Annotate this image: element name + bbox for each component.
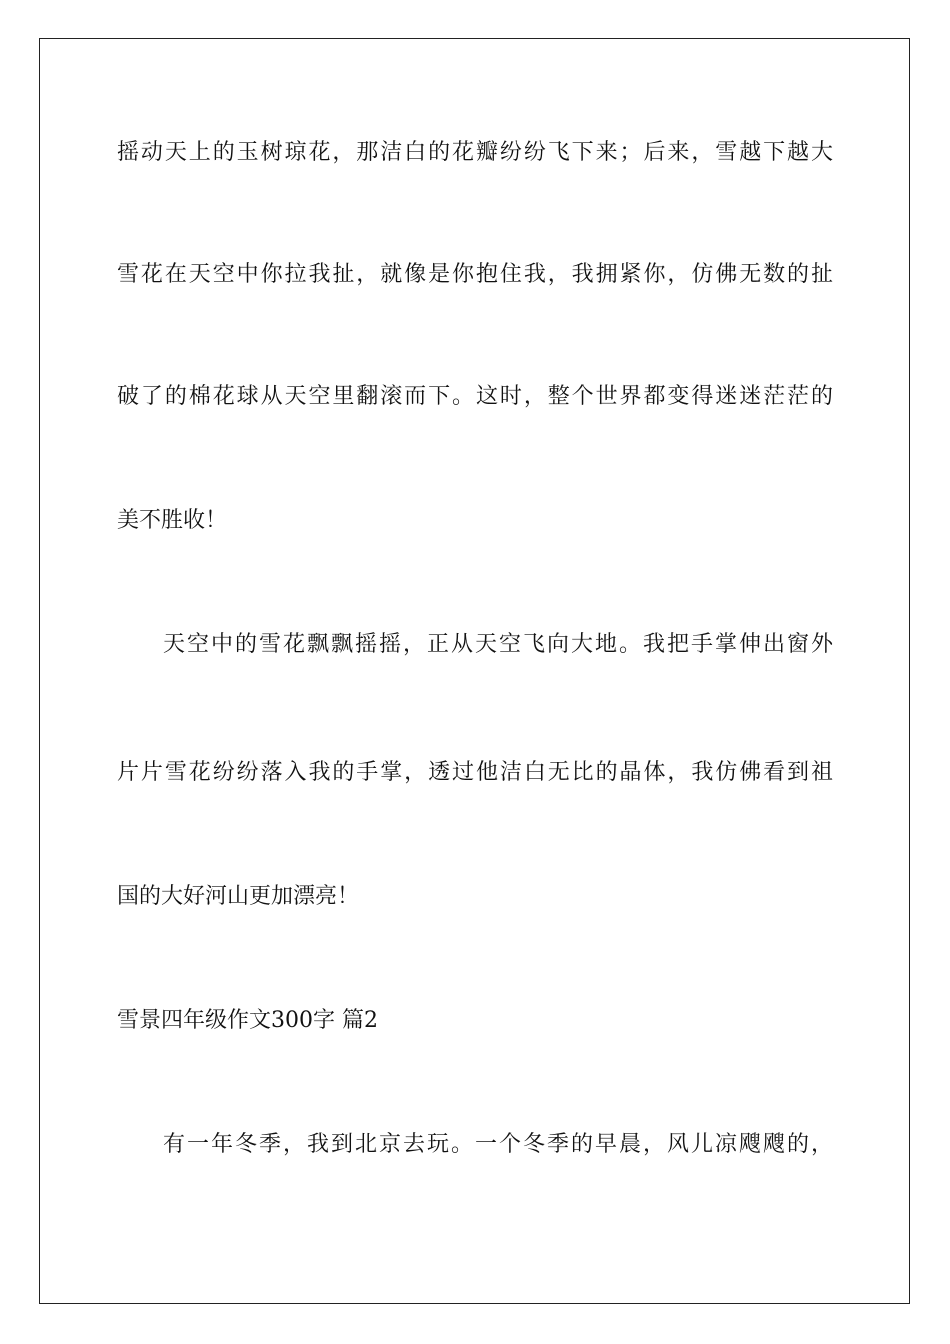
paragraph-line-2: 雪花在天空中你拉我扯，就像是你抱住我，我拥紧你，仿佛无数的扯 bbox=[117, 262, 833, 287]
paragraph-line-7: 国的大好河山更加漂亮！ bbox=[117, 884, 360, 909]
paragraph-line-1: 摇动天上的玉树琼花，那洁白的花瓣纷纷飞下来；后来，雪越下越大 bbox=[117, 140, 833, 165]
paragraph-line-6: 片片雪花纷纷落入我的手掌，透过他洁白无比的晶体，我仿佛看到祖 bbox=[117, 760, 833, 785]
section-heading: 雪景四年级作文300字 篇2 bbox=[117, 1008, 378, 1033]
paragraph-line-3: 破了的棉花球从天空里翻滚而下。这时，整个世界都变得迷迷茫茫的 bbox=[117, 384, 833, 409]
paragraph-line-4: 美不胜收！ bbox=[117, 508, 228, 533]
page-border bbox=[39, 38, 910, 1304]
paragraph-line-8: 有一年冬季，我到北京去玩。一个冬季的早晨，风儿凉飕飕的， bbox=[163, 1132, 833, 1157]
paragraph-line-5: 天空中的雪花飘飘摇摇，正从天空飞向大地。我把手掌伸出窗外 bbox=[163, 632, 833, 657]
